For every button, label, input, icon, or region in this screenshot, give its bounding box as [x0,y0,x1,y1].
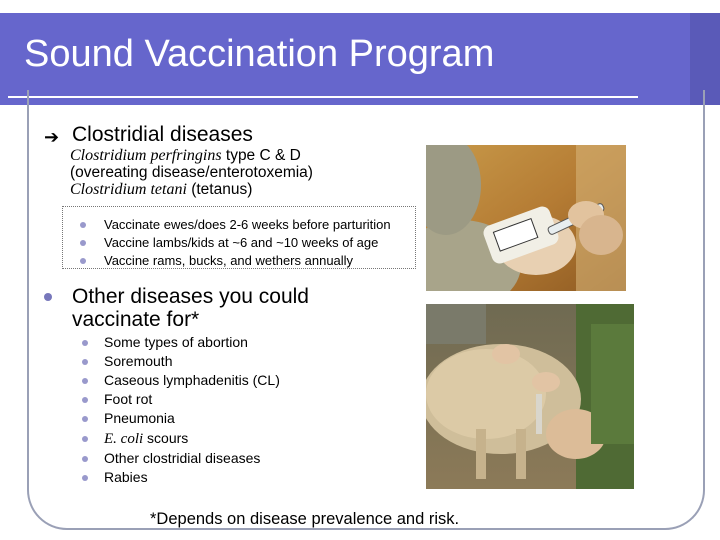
list-item: Vaccinate ewes/does 2-6 weeks before parturition [104,217,391,232]
section1-line2: (overeating disease/enterotoxemia) [70,164,313,181]
section1-line1 [70,147,301,165]
list-item-rest: scours [143,430,189,446]
sheep-vaccination-photo [426,304,634,489]
list-item: Other clostridial diseases [104,450,261,466]
section2-heading-line1: Other diseases you could [72,285,309,308]
bullet-dot-icon [80,222,86,228]
section1-heading: Clostridial diseases [72,123,253,146]
bullet-dot-icon [82,416,88,422]
bullet-dot-icon [80,258,86,264]
species-name: Clostridium perfringins [70,147,222,164]
species-name: E. coli [104,431,144,447]
list-item [104,430,188,448]
arrow-bullet-icon: ➔ [44,127,60,147]
bullet-dot-icon [80,240,86,246]
bullet-dot-icon [44,293,52,301]
footnote: *Depends on disease prevalence and risk. [150,510,460,528]
section2-heading-line2: vaccinate for* [72,308,200,331]
slide-title: Sound Vaccination Program [24,33,495,75]
section1-line3 [70,181,252,199]
section1-line1-rest: type C & D [221,147,301,164]
list-item: Pneumonia [104,410,175,426]
list-item: Caseous lymphadenitis (CL) [104,372,280,388]
list-item: Soremouth [104,353,173,369]
bullet-dot-icon [82,397,88,403]
list-item: Rabies [104,469,148,485]
bullet-dot-icon [82,475,88,481]
list-item: Vaccine lambs/kids at ~6 and ~10 weeks of age [104,235,379,250]
bullet-dot-icon [82,378,88,384]
list-item: Some types of abortion [104,334,248,350]
bullet-dot-icon [82,436,88,442]
bullet-dot-icon [82,359,88,365]
species-name: Clostridium tetani [70,181,187,198]
section1-line3-rest: (tetanus) [186,181,253,198]
list-item: Vaccine rams, bucks, and wethers annually [104,253,354,268]
bullet-dot-icon [82,340,88,346]
vaccine-syringe-photo [426,145,626,291]
list-item: Foot rot [104,391,153,407]
bullet-dot-icon [82,456,88,462]
